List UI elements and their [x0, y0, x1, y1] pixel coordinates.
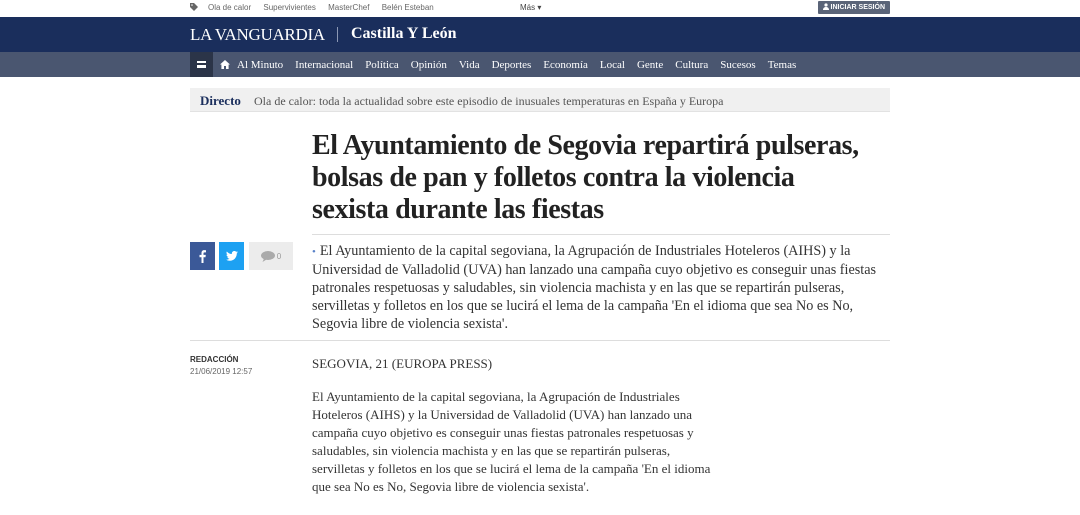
comment-icon	[261, 251, 275, 262]
nav-item-sucesos[interactable]: Sucesos	[720, 58, 756, 71]
facebook-share-button[interactable]	[190, 242, 215, 270]
nav-item-temas[interactable]: Temas	[767, 58, 797, 71]
main-nav	[0, 52, 1080, 77]
comment-count: 0	[276, 251, 282, 261]
more-label: Más	[520, 3, 536, 12]
nav-item-politica[interactable]: Política	[365, 58, 399, 71]
publish-date: 21/06/2019 12:57	[190, 367, 253, 376]
home-icon	[220, 60, 230, 69]
live-headline[interactable]: Ola de calor: toda la actualidad sobre este episodio de inusuales temperaturas en España y Europa	[254, 94, 724, 108]
login-button[interactable]	[818, 1, 890, 14]
region-title[interactable]: Castilla Y León	[351, 25, 457, 42]
divider	[190, 340, 890, 341]
menu-icon	[197, 61, 206, 68]
menu-button[interactable]	[190, 52, 213, 77]
masthead-divider	[337, 27, 338, 42]
live-label: Directo	[200, 93, 241, 108]
author-name: REDACCIÓN	[190, 355, 239, 364]
twitter-share-button[interactable]	[219, 242, 244, 270]
comments-button[interactable]	[249, 242, 293, 270]
nav-item-deportes[interactable]: Deportes	[491, 58, 532, 71]
home-button[interactable]	[213, 52, 237, 77]
nav-item-internacional[interactable]: Internacional	[295, 58, 354, 71]
divider	[312, 234, 890, 235]
nav-item-gente[interactable]: Gente	[636, 58, 664, 71]
user-icon	[823, 3, 829, 10]
nav-item-vida[interactable]: Vida	[458, 58, 480, 71]
article-headline: El Ayuntamiento de Segovia repartirá pulseras, bolsas de pan y folletos contra la violencia sexista durante las fiestas	[312, 130, 859, 225]
nav-item-cultura[interactable]: Cultura	[675, 58, 709, 71]
trending-link[interactable]: Ola de calor	[208, 3, 252, 12]
summary-bullet: •	[312, 246, 316, 258]
nav-item-local[interactable]: Local	[599, 58, 625, 71]
facebook-icon	[199, 250, 206, 263]
share-buttons	[190, 242, 297, 270]
login-label: INICIAR SESIÓN	[830, 4, 885, 11]
trending-links	[208, 3, 444, 12]
site-logo[interactable]: LA VANGUARDIA	[190, 25, 325, 44]
nav-item-opinion[interactable]: Opinión	[410, 58, 447, 71]
chevron-down-icon: ▾	[537, 3, 542, 12]
masthead	[0, 17, 1080, 52]
dateline: SEGOVIA, 21 (EUROPA PRESS)	[312, 356, 493, 371]
twitter-icon	[226, 251, 238, 261]
trending-link[interactable]: Belén Esteban	[381, 3, 434, 12]
article-summary	[312, 242, 887, 333]
more-menu[interactable]	[520, 3, 541, 12]
trending-link[interactable]: Supervivientes	[263, 3, 316, 12]
trending-link[interactable]: MasterChef	[328, 3, 370, 12]
top-utility-bar	[0, 0, 1080, 17]
byline	[190, 355, 252, 376]
summary-text: El Ayuntamiento de la capital segoviana, la Agrupación de Industriales Hoteleros (AIHS) y la Universidad de Valladolid (UVA) han lanzado una campaña cuyo objetivo es conseguir unas fiestas patronales respetuosas y saludables, sin violencia machista y en las que se repartirán pulseras, servilletas y folletos en los que se lucirá el lema de la campaña 'En el idioma que sea No es No, Segovia libre de violencia sexista'.	[312, 243, 877, 332]
tag-icon	[190, 3, 198, 11]
nav-item-al-minuto[interactable]: Al Minuto	[237, 58, 284, 71]
article-body: El Ayuntamiento de la capital segoviana, la Agrupación de Industriales Hoteleros (AIHS) y la Universidad de Valladolid (UVA) han lanzado una campaña cuyo objetivo es conseguir unas fiestas patronales respetuosas y saludables, sin violencia machista y en las que se repartirán pulseras, servilletas y folletos en los que se lucirá el lema de la campaña 'En el idioma que sea No es No, Segovia libre de violencia sexista'.	[312, 389, 711, 494]
nav-item-economia[interactable]: Economía	[543, 58, 588, 71]
live-banner[interactable]	[190, 88, 890, 112]
